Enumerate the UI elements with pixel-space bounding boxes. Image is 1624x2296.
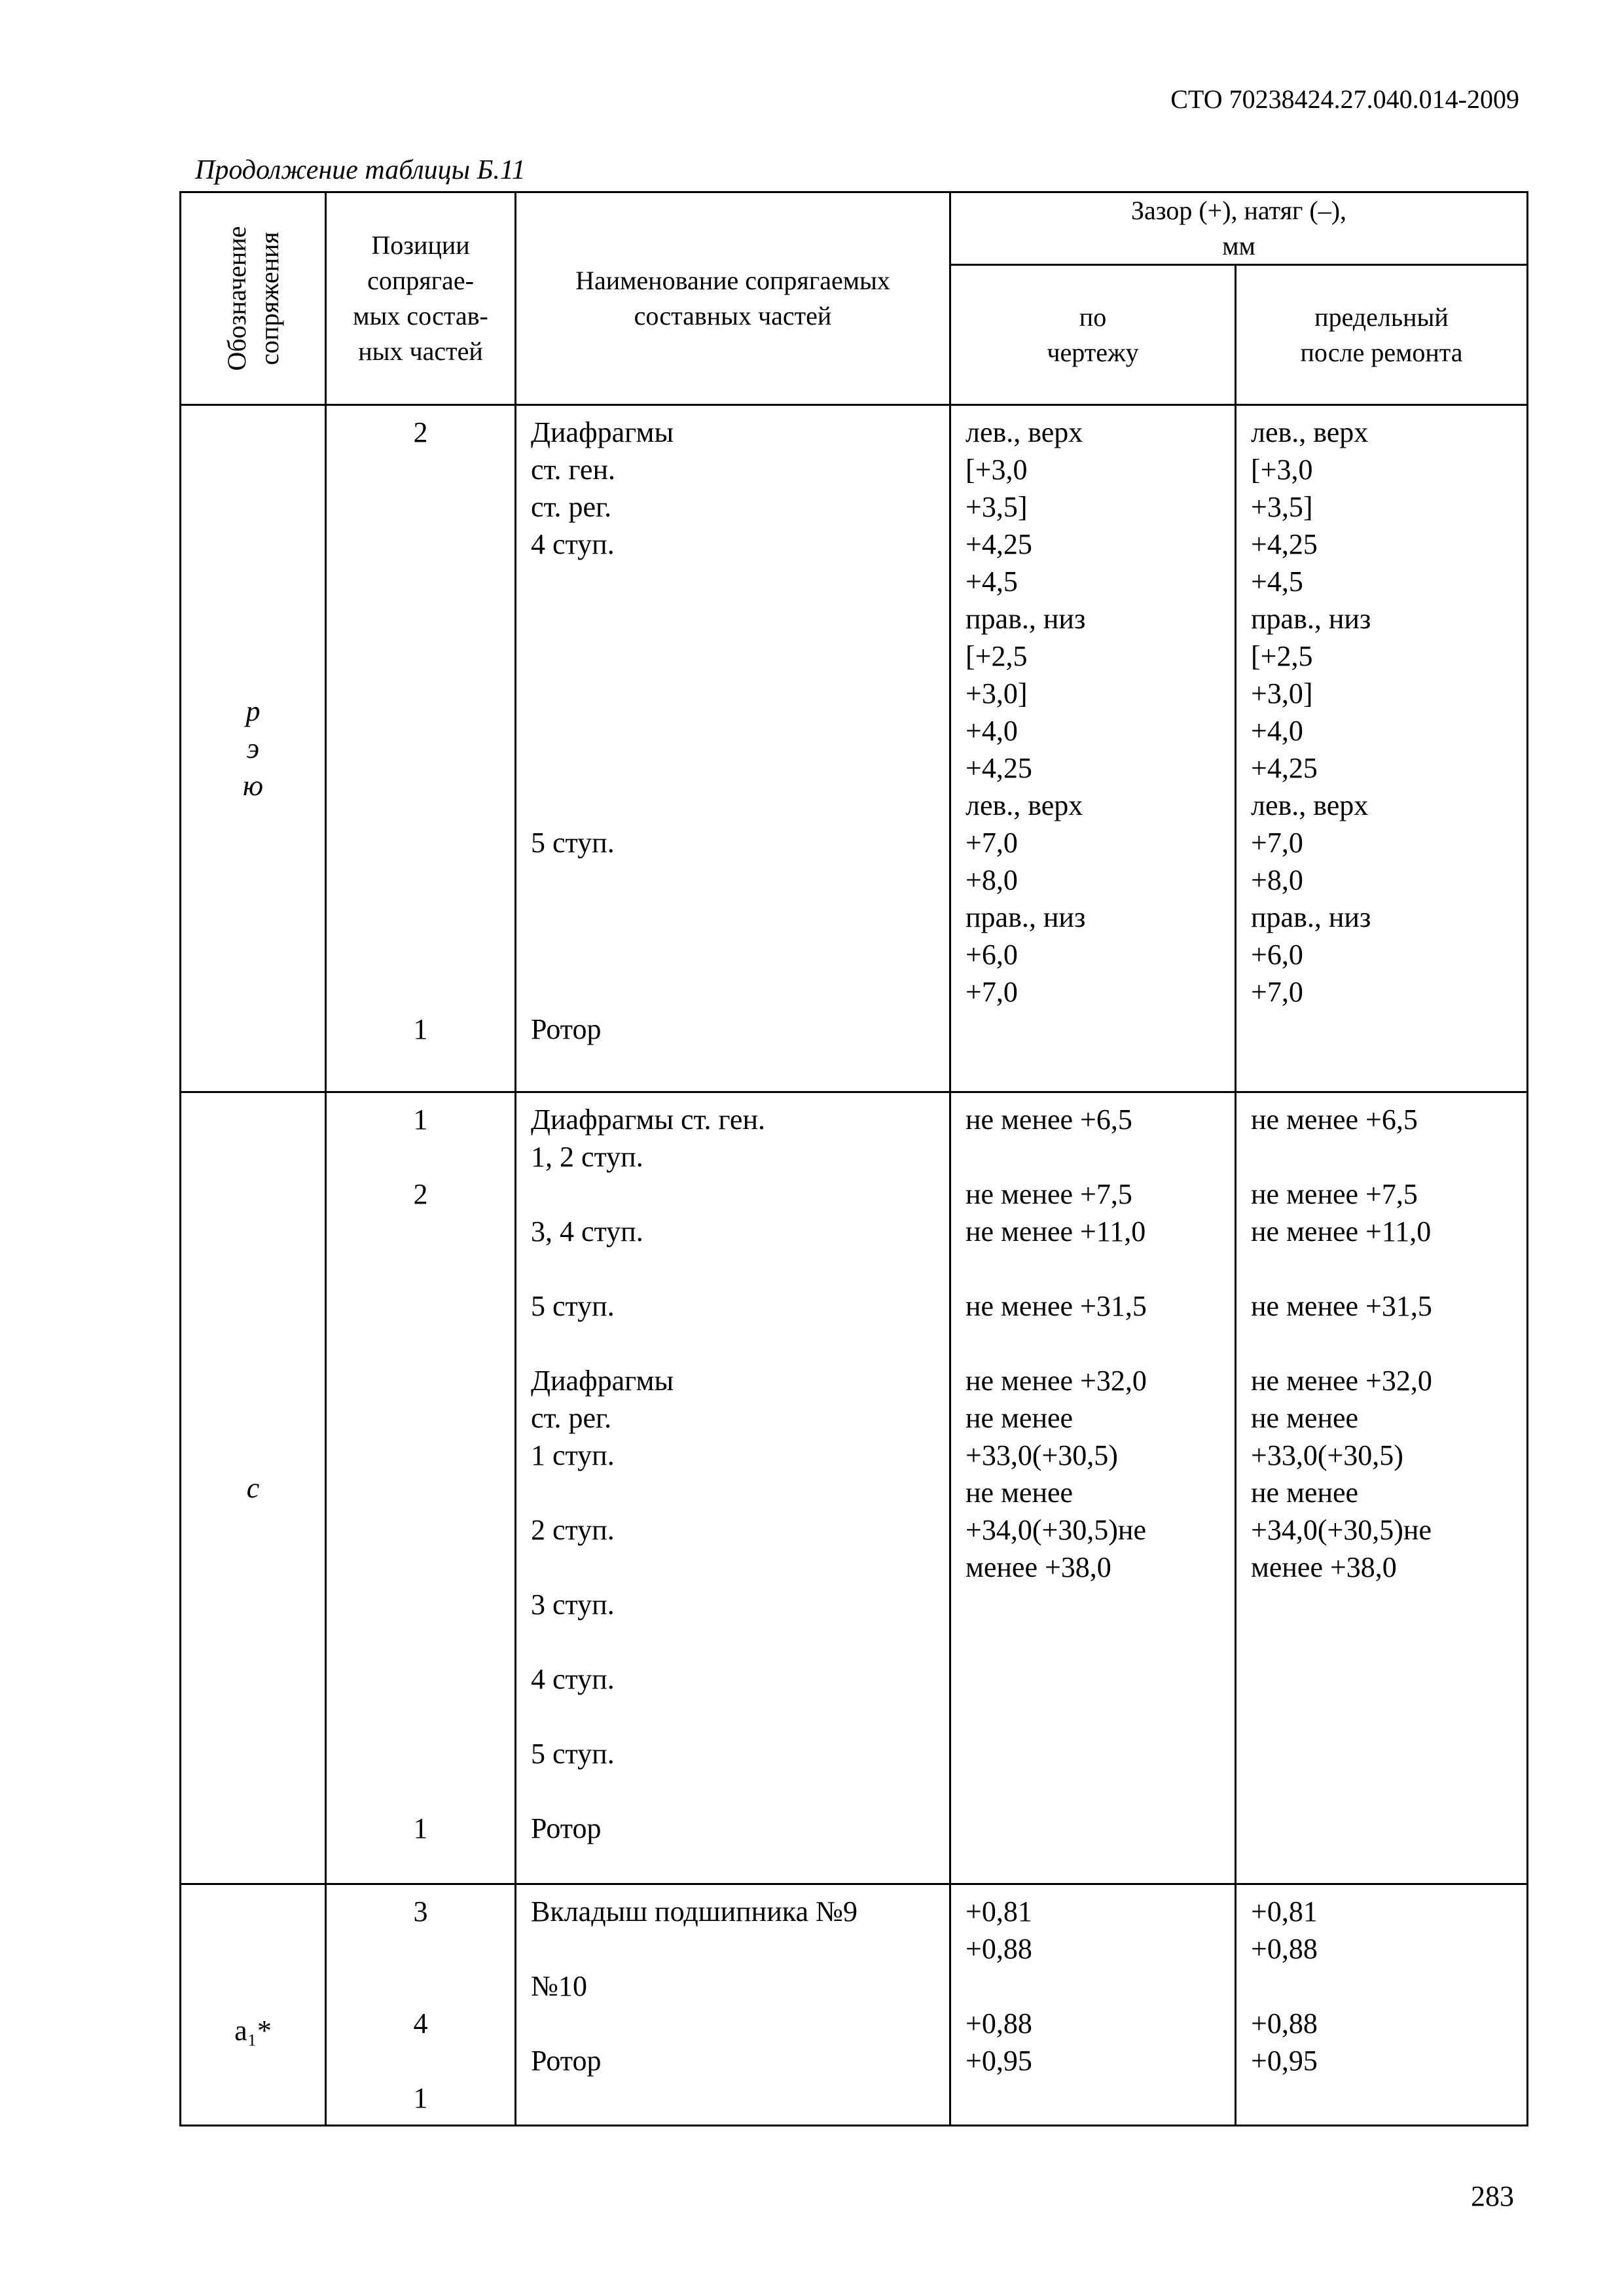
limit-value: не менее (1251, 1477, 1359, 1509)
drawing-value (965, 1967, 1235, 2005)
drawing-value: +4,25 (965, 528, 1032, 560)
header-positions (326, 192, 516, 405)
position-value (327, 451, 514, 488)
drawing-value: +0,88 (965, 2007, 1032, 2039)
designation-cell (181, 405, 326, 1092)
part-name: ст. рег. (531, 491, 612, 523)
header-positions-lines (327, 228, 514, 369)
limit-value (1251, 1250, 1526, 1287)
limit-value: +4,25 (1251, 752, 1318, 784)
limit-value: +7,0 (1251, 976, 1303, 1008)
part-name: Ротор (531, 1812, 602, 1844)
limit-value: +0,95 (1251, 2045, 1318, 2077)
header-positions-line: Позиции (371, 230, 470, 260)
table-row (181, 405, 1528, 1092)
limit-value: [+3,0 (1251, 454, 1313, 486)
part-name (531, 936, 949, 973)
table-row (181, 1092, 1528, 1884)
limit-value (1251, 1138, 1526, 1175)
position-value (327, 1437, 514, 1474)
limit-value-cell (1236, 1884, 1528, 2126)
position-value (327, 563, 514, 600)
drawing-value (965, 1011, 1235, 1048)
part-name (531, 637, 949, 675)
part-name: 1, 2 ступ. (531, 1141, 643, 1173)
limit-value: +4,0 (1251, 715, 1303, 747)
header-designation-label: Обозначение сопряжения (221, 226, 284, 371)
drawing-value (965, 1660, 1235, 1698)
part-name: Вкладыш подшипника №9 (531, 1895, 857, 1928)
header-designation (181, 192, 326, 405)
header-limit-line: предельный (1314, 302, 1449, 332)
position-value (327, 1698, 514, 1735)
limit-value: прав., низ (1251, 901, 1371, 933)
header-drawing (950, 265, 1236, 405)
position-value: 1 (413, 1812, 428, 1844)
part-name (531, 1698, 949, 1735)
drawing-value: +4,25 (965, 752, 1032, 784)
part-name: 4 ступ. (531, 1663, 615, 1695)
designation-cell (181, 1884, 326, 2126)
part-name (531, 1772, 949, 1810)
part-name: Диафрагмы ст. ген. (531, 1103, 765, 1136)
drawing-value: +0,95 (965, 2045, 1032, 2077)
header-designation-text (221, 213, 286, 384)
part-name: 4 ступ. (531, 528, 615, 560)
limit-value (1251, 1586, 1526, 1623)
part-name (531, 675, 949, 712)
position-value (327, 749, 514, 787)
part-name (531, 899, 949, 936)
drawing-value (965, 1586, 1235, 1623)
drawing-value: лев., верх (965, 789, 1083, 821)
position-value (327, 1586, 514, 1623)
position-value (327, 936, 514, 973)
limit-value (1251, 1325, 1526, 1362)
table-caption: Продолжение таблицы Б.11 (195, 155, 526, 185)
position-value: 4 (413, 2007, 428, 2039)
part-name: ст. ген. (531, 454, 615, 486)
part-name: Ротор (531, 2045, 602, 2077)
header-row-1 (181, 192, 1528, 265)
part-name (531, 563, 949, 600)
part-name (531, 973, 949, 1011)
part-name: 2 ступ. (531, 1514, 615, 1546)
position-value (327, 1660, 514, 1698)
part-name (531, 1930, 949, 1967)
limit-value: +6,0 (1251, 939, 1303, 971)
part-name (531, 1474, 949, 1511)
position-value: 2 (413, 1178, 428, 1210)
drawing-value: +34,0(+30,5)не (965, 1514, 1147, 1546)
position-value (327, 675, 514, 712)
designation-text: р (245, 695, 261, 727)
part-name: Ротор (531, 1013, 602, 1045)
header-name-line: Наименование сопрягаемых (575, 266, 890, 295)
part-name: 5 ступ. (531, 827, 615, 859)
position-cell (326, 405, 516, 1092)
limit-value (1251, 1623, 1526, 1660)
position-value (327, 637, 514, 675)
part-name: №10 (531, 1970, 587, 2002)
position-value (327, 1511, 514, 1549)
limit-value (1251, 1698, 1526, 1735)
drawing-value: +4,0 (965, 715, 1018, 747)
drawing-value: не менее +11,0 (965, 1215, 1146, 1247)
position-value (327, 1250, 514, 1287)
drawing-value: +7,0 (965, 827, 1018, 859)
limit-value-cell (1236, 1092, 1528, 1884)
header-gap-line: Зазор (+), натяг (–), (1130, 196, 1347, 226)
limit-value: +4,25 (1251, 528, 1318, 560)
clearance-table (179, 191, 1528, 2126)
position-value (327, 973, 514, 1011)
limit-value: не менее +7,5 (1251, 1178, 1418, 1210)
part-name (531, 1175, 949, 1213)
header-gap-line: мм (1222, 231, 1255, 261)
drawing-value: +3,0] (965, 677, 1028, 709)
part-name (531, 2079, 949, 2117)
drawing-value (965, 1810, 1235, 1847)
position-value (327, 1735, 514, 1772)
position-value (327, 488, 514, 526)
limit-value: лев., верх (1251, 416, 1369, 448)
limit-value: +33,0(+30,5) (1251, 1439, 1403, 1471)
drawing-value (965, 1698, 1235, 1735)
drawing-value (965, 1772, 1235, 1810)
drawing-value-cell (950, 1884, 1236, 2126)
header-drawing-line: по (1079, 302, 1107, 332)
header-limit (1236, 265, 1528, 405)
position-value (327, 1325, 514, 1362)
limit-value (1251, 2079, 1526, 2117)
drawing-value: не менее +31,5 (965, 1290, 1147, 1322)
position-value (327, 712, 514, 749)
limit-value (1251, 1735, 1526, 1772)
drawing-value-cell (950, 405, 1236, 1092)
header-limit-line: после ремонта (1300, 337, 1463, 367)
limit-value: [+2,5 (1251, 640, 1313, 672)
designation-text: с (246, 1472, 260, 1504)
part-name: 5 ступ. (531, 1738, 615, 1770)
part-name (531, 1623, 949, 1660)
part-name (531, 1250, 949, 1287)
part-name-cell (516, 1092, 950, 1884)
drawing-value: менее +38,0 (965, 1551, 1111, 1583)
designation-cell (181, 1092, 326, 1884)
limit-value: не менее +32,0 (1251, 1365, 1432, 1397)
drawing-value (965, 1138, 1235, 1175)
limit-value (1251, 1967, 1526, 2005)
position-value (327, 1623, 514, 1660)
drawing-value: +7,0 (965, 976, 1018, 1008)
designation-text: а₁* (234, 2014, 272, 2047)
part-name (531, 1325, 949, 1362)
table-body (181, 405, 1528, 2126)
drawing-value: +8,0 (965, 864, 1018, 896)
header-name-lines (516, 263, 949, 334)
limit-value: +3,0] (1251, 677, 1313, 709)
drawing-value (965, 2079, 1235, 2117)
header-positions-line: мых состав- (353, 301, 488, 331)
limit-value: не менее +6,5 (1251, 1103, 1418, 1136)
drawing-value (965, 1735, 1235, 1772)
position-value (327, 1549, 514, 1586)
limit-value: +3,5] (1251, 491, 1313, 523)
part-name: 3 ступ. (531, 1588, 615, 1621)
drawing-value-cell (950, 1092, 1236, 1884)
drawing-value: +3,5] (965, 491, 1028, 523)
drawing-value: +0,88 (965, 1933, 1032, 1965)
position-value (327, 600, 514, 637)
position-value: 3 (413, 1895, 428, 1928)
limit-value: не менее +31,5 (1251, 1290, 1432, 1322)
position-value (327, 899, 514, 936)
table-row (181, 1884, 1528, 2126)
limit-value: лев., верх (1251, 789, 1369, 821)
header-gap-lines (951, 193, 1526, 264)
part-name (531, 749, 949, 787)
designation-text: ю (242, 770, 264, 802)
limit-value: +7,0 (1251, 827, 1303, 859)
part-name: 1 ступ. (531, 1439, 615, 1471)
position-value (327, 1287, 514, 1325)
drawing-value (965, 1250, 1235, 1287)
drawing-value: не менее (965, 1402, 1074, 1434)
part-name (531, 787, 949, 824)
position-value: 1 (413, 1013, 428, 1045)
header-drawing-line: чертежу (1047, 337, 1139, 367)
header-positions-line: сопрягае- (367, 266, 474, 295)
position-value (327, 526, 514, 563)
limit-value (1251, 1660, 1526, 1698)
position-value (327, 861, 514, 899)
limit-value (1251, 1810, 1526, 1847)
drawing-value: прав., низ (965, 603, 1086, 635)
limit-value: менее +38,0 (1251, 1551, 1397, 1583)
position-cell (326, 1092, 516, 1884)
drawing-value: лев., верх (965, 416, 1083, 448)
position-value (327, 1930, 514, 1967)
drawing-value: не менее +7,5 (965, 1178, 1132, 1210)
part-name (531, 861, 949, 899)
limit-value: +34,0(+30,5)не (1251, 1514, 1432, 1546)
drawing-value: +6,0 (965, 939, 1018, 971)
drawing-value: прав., низ (965, 901, 1086, 933)
limit-value (1251, 1011, 1526, 1048)
header-drawing-lines (951, 300, 1235, 370)
header-positions-line: ных частей (358, 336, 483, 366)
part-name-cell (516, 1884, 950, 2126)
position-value (327, 1399, 514, 1437)
drawing-value (965, 1325, 1235, 1362)
position-value (327, 1772, 514, 1810)
drawing-value: +0,81 (965, 1895, 1032, 1928)
part-name: 5 ступ. (531, 1290, 615, 1322)
position-value (327, 1213, 514, 1250)
limit-value: не менее +11,0 (1251, 1215, 1432, 1247)
position-value: 1 (413, 1103, 428, 1136)
position-value: 1 (413, 2082, 428, 2114)
position-value (327, 1474, 514, 1511)
position-cell (326, 1884, 516, 2126)
drawing-value: не менее (965, 1477, 1074, 1509)
drawing-value: +33,0(+30,5) (965, 1439, 1118, 1471)
position-value (327, 1138, 514, 1175)
position-value (327, 1362, 514, 1399)
drawing-value: [+2,5 (965, 640, 1028, 672)
position-value (327, 824, 514, 861)
designation-text: э (246, 732, 260, 764)
part-name-cell (516, 405, 950, 1092)
page-number: 283 (1471, 2180, 1514, 2212)
part-name (531, 600, 949, 637)
drawing-value: +4,5 (965, 565, 1018, 598)
limit-value: +8,0 (1251, 864, 1303, 896)
drawing-value (965, 1623, 1235, 1660)
limit-value: +0,88 (1251, 1933, 1318, 1965)
position-value (327, 787, 514, 824)
part-name: Диафрагмы (531, 1365, 674, 1397)
limit-value: не менее (1251, 1402, 1359, 1434)
part-name: 3, 4 ступ. (531, 1215, 643, 1247)
drawing-value: не менее +32,0 (965, 1365, 1147, 1397)
part-name (531, 712, 949, 749)
drawing-value: не менее +6,5 (965, 1103, 1132, 1136)
limit-value: +4,5 (1251, 565, 1303, 598)
position-value (327, 1967, 514, 2005)
position-value (327, 2042, 514, 2079)
part-name: ст. рег. (531, 1402, 612, 1434)
drawing-value: [+3,0 (965, 454, 1028, 486)
header-name-line: составных частей (634, 301, 832, 331)
part-name (531, 1549, 949, 1586)
part-name (531, 2005, 949, 2042)
limit-value: прав., низ (1251, 603, 1371, 635)
limit-value (1251, 1772, 1526, 1810)
header-limit-lines (1236, 300, 1526, 370)
document-code: СТО 70238424.27.040.014-2009 (1170, 84, 1519, 114)
header-name (516, 192, 950, 405)
limit-value: +0,88 (1251, 2007, 1318, 2039)
limit-value-cell (1236, 405, 1528, 1092)
part-name: Диафрагмы (531, 416, 674, 448)
header-gap (950, 192, 1528, 265)
limit-value: +0,81 (1251, 1895, 1318, 1928)
position-value: 2 (413, 416, 428, 448)
